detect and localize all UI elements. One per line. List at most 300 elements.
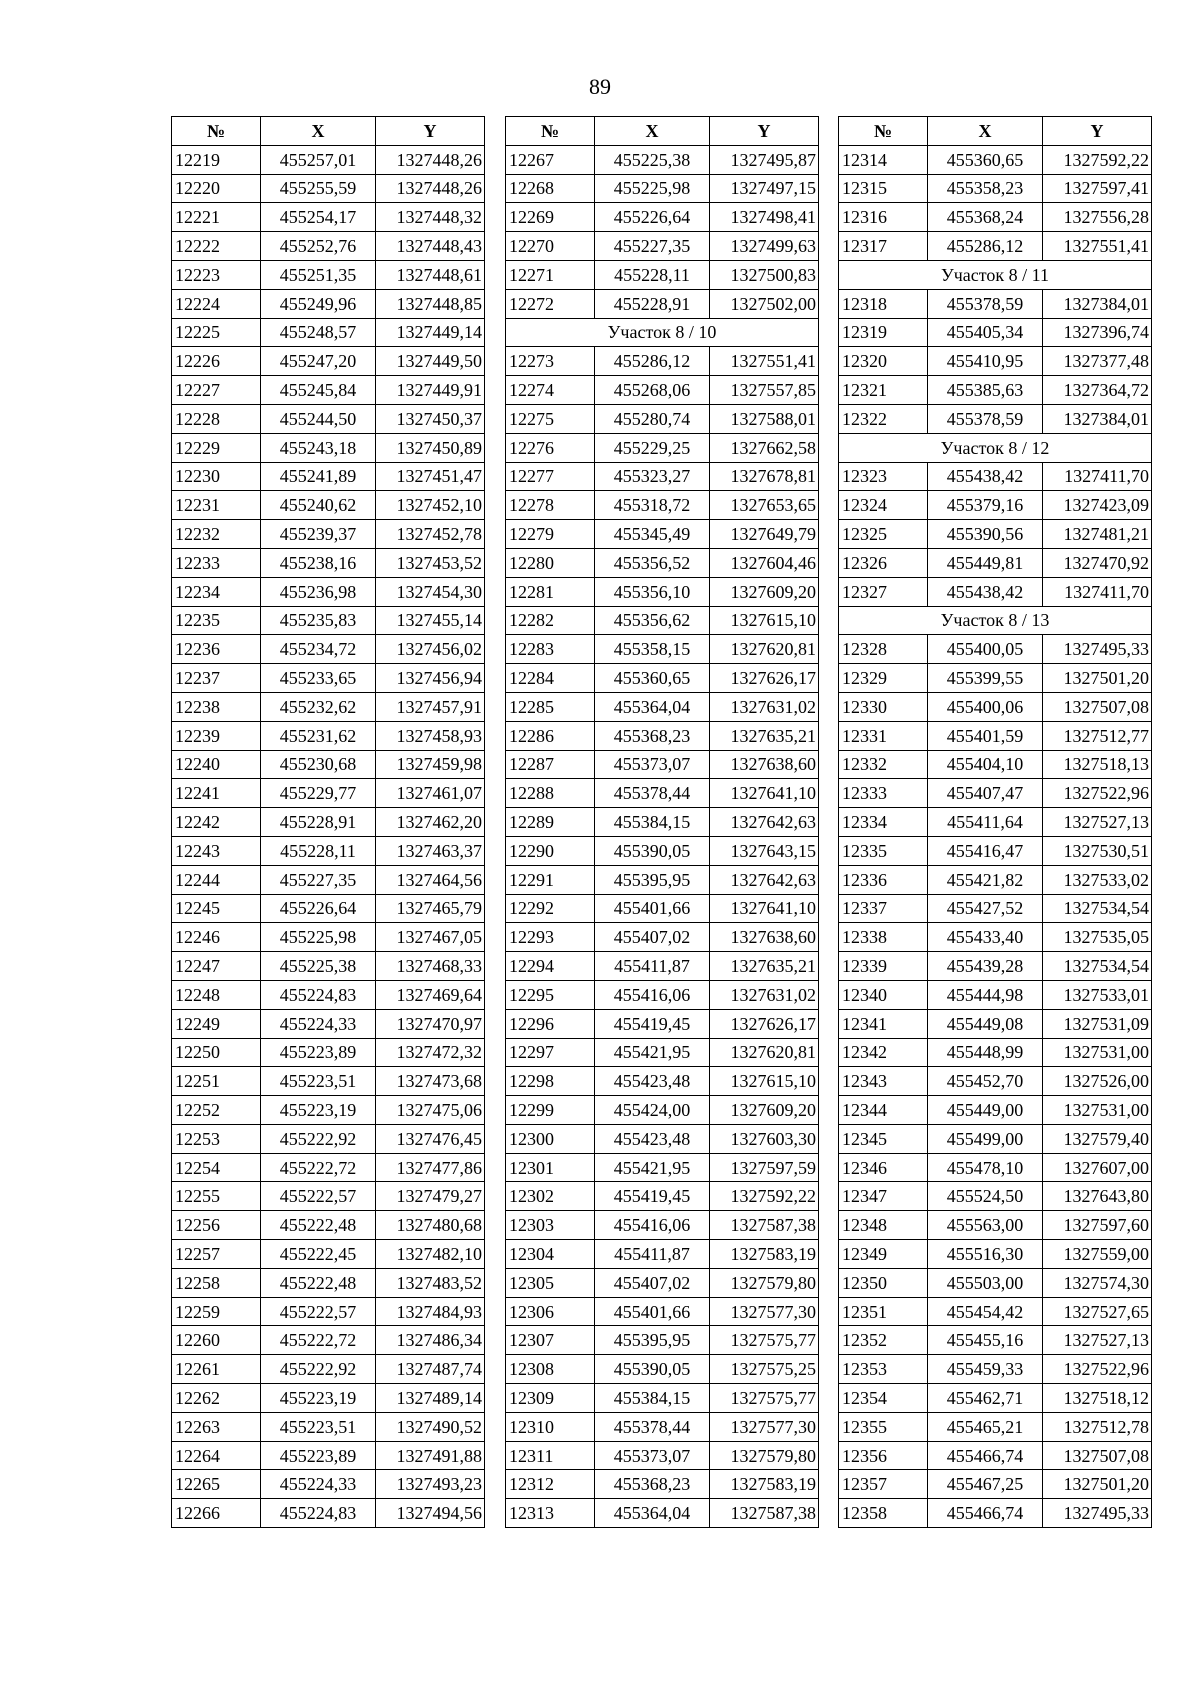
section-title: Участок 8 / 12 [839,433,1152,462]
point-number-cell: 12221 [172,203,261,232]
point-number-cell: 12319 [839,318,928,347]
point-number-cell: 12325 [839,520,928,549]
x-coordinate-cell: 455222,48 [261,1211,376,1240]
y-coordinate-cell: 1327597,41 [1043,174,1152,203]
y-coordinate-cell: 1327453,52 [376,548,485,577]
y-coordinate-cell: 1327603,30 [710,1124,819,1153]
y-coordinate-cell: 1327423,09 [1043,491,1152,520]
y-coordinate-cell: 1327638,60 [710,923,819,952]
y-coordinate-cell: 1327475,06 [376,1096,485,1125]
point-number-cell: 12310 [506,1412,595,1441]
table-row [172,635,485,664]
table-row [839,923,1152,952]
y-coordinate-cell: 1327494,56 [376,1499,485,1528]
y-coordinate-cell: 1327620,81 [710,1038,819,1067]
y-coordinate-cell: 1327588,01 [710,404,819,433]
table-row [506,1384,819,1413]
y-coordinate-cell: 1327527,65 [1043,1297,1152,1326]
x-coordinate-cell: 455438,42 [928,577,1043,606]
point-number-cell: 12349 [839,1240,928,1269]
x-coordinate-cell: 455449,81 [928,548,1043,577]
y-coordinate-cell: 1327535,05 [1043,923,1152,952]
point-number-cell: 12223 [172,260,261,289]
y-coordinate-cell: 1327396,74 [1043,318,1152,347]
x-coordinate-cell: 455419,45 [595,1182,710,1211]
y-coordinate-cell: 1327457,91 [376,692,485,721]
x-coordinate-cell: 455390,05 [595,836,710,865]
point-number-cell: 12237 [172,664,261,693]
y-coordinate-cell: 1327480,68 [376,1211,485,1240]
y-coordinate-cell: 1327499,63 [710,232,819,261]
y-coordinate-cell: 1327467,05 [376,923,485,952]
x-coordinate-cell: 455286,12 [928,232,1043,261]
point-number-cell: 12327 [839,577,928,606]
table-row [839,232,1152,261]
table-row [506,980,819,1009]
y-coordinate-cell: 1327577,30 [710,1412,819,1441]
y-coordinate-cell: 1327531,00 [1043,1096,1152,1125]
y-coordinate-cell: 1327448,26 [376,174,485,203]
y-coordinate-cell: 1327649,79 [710,520,819,549]
y-coordinate-cell: 1327448,32 [376,203,485,232]
y-coordinate-cell: 1327615,10 [710,606,819,635]
x-coordinate-cell: 455227,35 [595,232,710,261]
x-coordinate-cell: 455248,57 [261,318,376,347]
table-row [172,1182,485,1211]
table-row [506,952,819,981]
x-coordinate-cell: 455478,10 [928,1153,1043,1182]
y-coordinate-cell: 1327607,00 [1043,1153,1152,1182]
y-coordinate-cell: 1327470,92 [1043,548,1152,577]
y-coordinate-cell: 1327534,54 [1043,894,1152,923]
point-number-cell: 12266 [172,1499,261,1528]
y-coordinate-cell: 1327450,89 [376,433,485,462]
y-coordinate-cell: 1327481,21 [1043,520,1152,549]
y-coordinate-cell: 1327490,52 [376,1412,485,1441]
point-number-cell: 12315 [839,174,928,203]
x-coordinate-cell: 455229,77 [261,779,376,808]
point-number-cell: 12331 [839,721,928,750]
x-coordinate-cell: 455466,74 [928,1441,1043,1470]
y-coordinate-cell: 1327448,61 [376,260,485,289]
x-coordinate-cell: 455249,96 [261,289,376,318]
table-row [172,836,485,865]
table-row [506,721,819,750]
x-coordinate-cell: 455233,65 [261,664,376,693]
x-coordinate-cell: 455449,00 [928,1096,1043,1125]
table-row [172,462,485,491]
header-y: Y [376,117,485,146]
y-coordinate-cell: 1327620,81 [710,635,819,664]
point-number-cell: 12235 [172,606,261,635]
x-coordinate-cell: 455378,44 [595,779,710,808]
x-coordinate-cell: 455378,59 [928,289,1043,318]
y-coordinate-cell: 1327455,14 [376,606,485,635]
x-coordinate-cell: 455226,64 [261,894,376,923]
table-row [506,260,819,289]
table-row [839,1297,1152,1326]
x-coordinate-cell: 455244,50 [261,404,376,433]
y-coordinate-cell: 1327501,20 [1043,1470,1152,1499]
header-number: № [839,117,928,146]
point-number-cell: 12282 [506,606,595,635]
point-number-cell: 12343 [839,1067,928,1096]
point-number-cell: 12299 [506,1096,595,1125]
y-coordinate-cell: 1327579,40 [1043,1124,1152,1153]
table-row [506,836,819,865]
table-row [839,1038,1152,1067]
point-number-cell: 12252 [172,1096,261,1125]
table-row [172,1297,485,1326]
y-coordinate-cell: 1327635,21 [710,721,819,750]
table-row [506,1096,819,1125]
y-coordinate-cell: 1327597,60 [1043,1211,1152,1240]
table-row [506,894,819,923]
point-number-cell: 12311 [506,1441,595,1470]
point-number-cell: 12350 [839,1268,928,1297]
point-number-cell: 12296 [506,1009,595,1038]
table-row [172,318,485,347]
table-row [839,174,1152,203]
x-coordinate-cell: 455416,06 [595,980,710,1009]
point-number-cell: 12318 [839,289,928,318]
table-row [506,520,819,549]
table-row [172,952,485,981]
table-row [506,203,819,232]
table-row [839,1211,1152,1240]
y-coordinate-cell: 1327452,10 [376,491,485,520]
x-coordinate-cell: 455503,00 [928,1268,1043,1297]
x-coordinate-cell: 455448,99 [928,1038,1043,1067]
point-number-cell: 12307 [506,1326,595,1355]
table-row [172,404,485,433]
table-row [839,1096,1152,1125]
y-coordinate-cell: 1327587,38 [710,1499,819,1528]
x-coordinate-cell: 455224,33 [261,1470,376,1499]
x-coordinate-cell: 455416,06 [595,1211,710,1240]
table-row [506,1499,819,1528]
table-row [506,1412,819,1441]
point-number-cell: 12251 [172,1067,261,1096]
point-number-cell: 12286 [506,721,595,750]
x-coordinate-cell: 455395,95 [595,865,710,894]
point-number-cell: 12225 [172,318,261,347]
table-row [172,980,485,1009]
x-coordinate-cell: 455222,92 [261,1355,376,1384]
x-coordinate-cell: 455228,11 [261,836,376,865]
x-coordinate-cell: 455421,95 [595,1153,710,1182]
table-row [172,491,485,520]
point-number-cell: 12294 [506,952,595,981]
table-row [172,692,485,721]
y-coordinate-cell: 1327575,77 [710,1326,819,1355]
x-coordinate-cell: 455516,30 [928,1240,1043,1269]
point-number-cell: 12290 [506,836,595,865]
y-coordinate-cell: 1327522,96 [1043,1355,1152,1384]
y-coordinate-cell: 1327527,13 [1043,1326,1152,1355]
table-row [839,1153,1152,1182]
point-number-cell: 12273 [506,347,595,376]
table-header-row [172,117,485,146]
point-number-cell: 12246 [172,923,261,952]
y-coordinate-cell: 1327533,01 [1043,980,1152,1009]
y-coordinate-cell: 1327642,63 [710,865,819,894]
y-coordinate-cell: 1327497,15 [710,174,819,203]
point-number-cell: 12337 [839,894,928,923]
table-row [172,260,485,289]
header-y: Y [710,117,819,146]
table-row [506,808,819,837]
table-header-row [839,117,1152,146]
point-number-cell: 12338 [839,923,928,952]
table-row [839,462,1152,491]
y-coordinate-cell: 1327483,52 [376,1268,485,1297]
point-number-cell: 12263 [172,1412,261,1441]
y-coordinate-cell: 1327583,19 [710,1240,819,1269]
x-coordinate-cell: 455407,02 [595,1268,710,1297]
point-number-cell: 12257 [172,1240,261,1269]
table-row [839,145,1152,174]
point-number-cell: 12309 [506,1384,595,1413]
x-coordinate-cell: 455232,62 [261,692,376,721]
y-coordinate-cell: 1327491,88 [376,1441,485,1470]
x-coordinate-cell: 455286,12 [595,347,710,376]
table-row [506,462,819,491]
point-number-cell: 12313 [506,1499,595,1528]
x-coordinate-cell: 455243,18 [261,433,376,462]
y-coordinate-cell: 1327575,25 [710,1355,819,1384]
table-row [172,174,485,203]
x-coordinate-cell: 455433,40 [928,923,1043,952]
y-coordinate-cell: 1327579,80 [710,1268,819,1297]
y-coordinate-cell: 1327534,54 [1043,952,1152,981]
table-row [506,1211,819,1240]
table-row [172,1441,485,1470]
table-row [839,347,1152,376]
x-coordinate-cell: 455356,62 [595,606,710,635]
table-row [506,1153,819,1182]
table-row [172,1211,485,1240]
table-row [506,1268,819,1297]
y-coordinate-cell: 1327526,00 [1043,1067,1152,1096]
x-coordinate-cell: 455238,16 [261,548,376,577]
point-number-cell: 12321 [839,376,928,405]
x-coordinate-cell: 455252,76 [261,232,376,261]
y-coordinate-cell: 1327530,51 [1043,836,1152,865]
table-row [506,491,819,520]
x-coordinate-cell: 455224,83 [261,980,376,1009]
x-coordinate-cell: 455407,47 [928,779,1043,808]
x-coordinate-cell: 455462,71 [928,1384,1043,1413]
x-coordinate-cell: 455280,74 [595,404,710,433]
point-number-cell: 12293 [506,923,595,952]
x-coordinate-cell: 455421,95 [595,1038,710,1067]
x-coordinate-cell: 455411,87 [595,952,710,981]
y-coordinate-cell: 1327456,94 [376,664,485,693]
y-coordinate-cell: 1327527,13 [1043,808,1152,837]
table-row [506,692,819,721]
table-row [839,1009,1152,1038]
table-row [172,376,485,405]
table-row [839,1326,1152,1355]
section-title: Участок 8 / 11 [839,260,1152,289]
point-number-cell: 12341 [839,1009,928,1038]
point-number-cell: 12287 [506,750,595,779]
table-row [172,1038,485,1067]
point-number-cell: 12244 [172,865,261,894]
table-row [839,952,1152,981]
x-coordinate-cell: 455455,16 [928,1326,1043,1355]
x-coordinate-cell: 455223,51 [261,1412,376,1441]
x-coordinate-cell: 455368,24 [928,203,1043,232]
y-coordinate-cell: 1327473,68 [376,1067,485,1096]
point-number-cell: 12312 [506,1470,595,1499]
point-number-cell: 12280 [506,548,595,577]
x-coordinate-cell: 455449,08 [928,1009,1043,1038]
x-coordinate-cell: 455228,91 [595,289,710,318]
table-body [506,145,819,1527]
table-row [506,232,819,261]
table-row [172,1124,485,1153]
y-coordinate-cell: 1327574,30 [1043,1268,1152,1297]
y-coordinate-cell: 1327518,13 [1043,750,1152,779]
y-coordinate-cell: 1327411,70 [1043,462,1152,491]
y-coordinate-cell: 1327384,01 [1043,404,1152,433]
table-row [172,1355,485,1384]
point-number-cell: 12314 [839,145,928,174]
x-coordinate-cell: 455358,23 [928,174,1043,203]
point-number-cell: 12261 [172,1355,261,1384]
point-number-cell: 12292 [506,894,595,923]
y-coordinate-cell: 1327551,41 [1043,232,1152,261]
y-coordinate-cell: 1327384,01 [1043,289,1152,318]
point-number-cell: 12281 [506,577,595,606]
x-coordinate-cell: 455452,70 [928,1067,1043,1096]
table-row [839,289,1152,318]
table-row [172,1470,485,1499]
table-row [172,433,485,462]
table-row [506,376,819,405]
section-row [506,318,819,347]
y-coordinate-cell: 1327551,41 [710,347,819,376]
table-row [506,347,819,376]
point-number-cell: 12226 [172,347,261,376]
x-coordinate-cell: 455223,89 [261,1441,376,1470]
point-number-cell: 12253 [172,1124,261,1153]
table-row [839,1412,1152,1441]
y-coordinate-cell: 1327507,08 [1043,692,1152,721]
y-coordinate-cell: 1327512,77 [1043,721,1152,750]
y-coordinate-cell: 1327458,93 [376,721,485,750]
x-coordinate-cell: 455223,51 [261,1067,376,1096]
y-coordinate-cell: 1327500,83 [710,260,819,289]
table-row [839,664,1152,693]
x-coordinate-cell: 455222,92 [261,1124,376,1153]
y-coordinate-cell: 1327464,56 [376,865,485,894]
y-coordinate-cell: 1327643,15 [710,836,819,865]
table-row [172,1096,485,1125]
x-coordinate-cell: 455229,25 [595,433,710,462]
point-number-cell: 12271 [506,260,595,289]
y-coordinate-cell: 1327583,19 [710,1470,819,1499]
y-coordinate-cell: 1327577,30 [710,1297,819,1326]
x-coordinate-cell: 455364,04 [595,692,710,721]
y-coordinate-cell: 1327411,70 [1043,577,1152,606]
x-coordinate-cell: 455419,45 [595,1009,710,1038]
x-coordinate-cell: 455459,33 [928,1355,1043,1384]
point-number-cell: 12334 [839,808,928,837]
point-number-cell: 12270 [506,232,595,261]
section-title: Участок 8 / 13 [839,606,1152,635]
point-number-cell: 12304 [506,1240,595,1269]
x-coordinate-cell: 455439,28 [928,952,1043,981]
x-coordinate-cell: 455360,65 [595,664,710,693]
point-number-cell: 12283 [506,635,595,664]
table-row [839,1384,1152,1413]
table-row [172,750,485,779]
x-coordinate-cell: 455379,16 [928,491,1043,520]
x-coordinate-cell: 455223,89 [261,1038,376,1067]
x-coordinate-cell: 455401,66 [595,1297,710,1326]
table-row [172,1153,485,1182]
point-number-cell: 12346 [839,1153,928,1182]
y-coordinate-cell: 1327459,98 [376,750,485,779]
point-number-cell: 12268 [506,174,595,203]
table-row [506,635,819,664]
y-coordinate-cell: 1327604,46 [710,548,819,577]
table-row [172,577,485,606]
table-row [172,520,485,549]
y-coordinate-cell: 1327482,10 [376,1240,485,1269]
point-number-cell: 12308 [506,1355,595,1384]
table-row [839,721,1152,750]
point-number-cell: 12255 [172,1182,261,1211]
y-coordinate-cell: 1327477,86 [376,1153,485,1182]
x-coordinate-cell: 455416,47 [928,836,1043,865]
table-row [172,548,485,577]
coordinates-table-2 [505,116,819,1528]
table-row [839,836,1152,865]
x-coordinate-cell: 455223,19 [261,1096,376,1125]
table-row [839,318,1152,347]
y-coordinate-cell: 1327472,32 [376,1038,485,1067]
point-number-cell: 12330 [839,692,928,721]
point-number-cell: 12262 [172,1384,261,1413]
x-coordinate-cell: 455222,48 [261,1268,376,1297]
y-coordinate-cell: 1327631,02 [710,692,819,721]
y-coordinate-cell: 1327449,14 [376,318,485,347]
x-coordinate-cell: 455257,01 [261,145,376,174]
point-number-cell: 12279 [506,520,595,549]
table-row [839,808,1152,837]
x-coordinate-cell: 455405,34 [928,318,1043,347]
y-coordinate-cell: 1327609,20 [710,1096,819,1125]
point-number-cell: 12345 [839,1124,928,1153]
x-coordinate-cell: 455225,98 [595,174,710,203]
x-coordinate-cell: 455400,06 [928,692,1043,721]
point-number-cell: 12342 [839,1038,928,1067]
x-coordinate-cell: 455222,57 [261,1297,376,1326]
table-row [839,1499,1152,1528]
point-number-cell: 12233 [172,548,261,577]
point-number-cell: 12265 [172,1470,261,1499]
point-number-cell: 12277 [506,462,595,491]
table-row [839,980,1152,1009]
x-coordinate-cell: 455399,55 [928,664,1043,693]
coordinates-table-1 [171,116,485,1528]
x-coordinate-cell: 455465,21 [928,1412,1043,1441]
table-row [172,289,485,318]
